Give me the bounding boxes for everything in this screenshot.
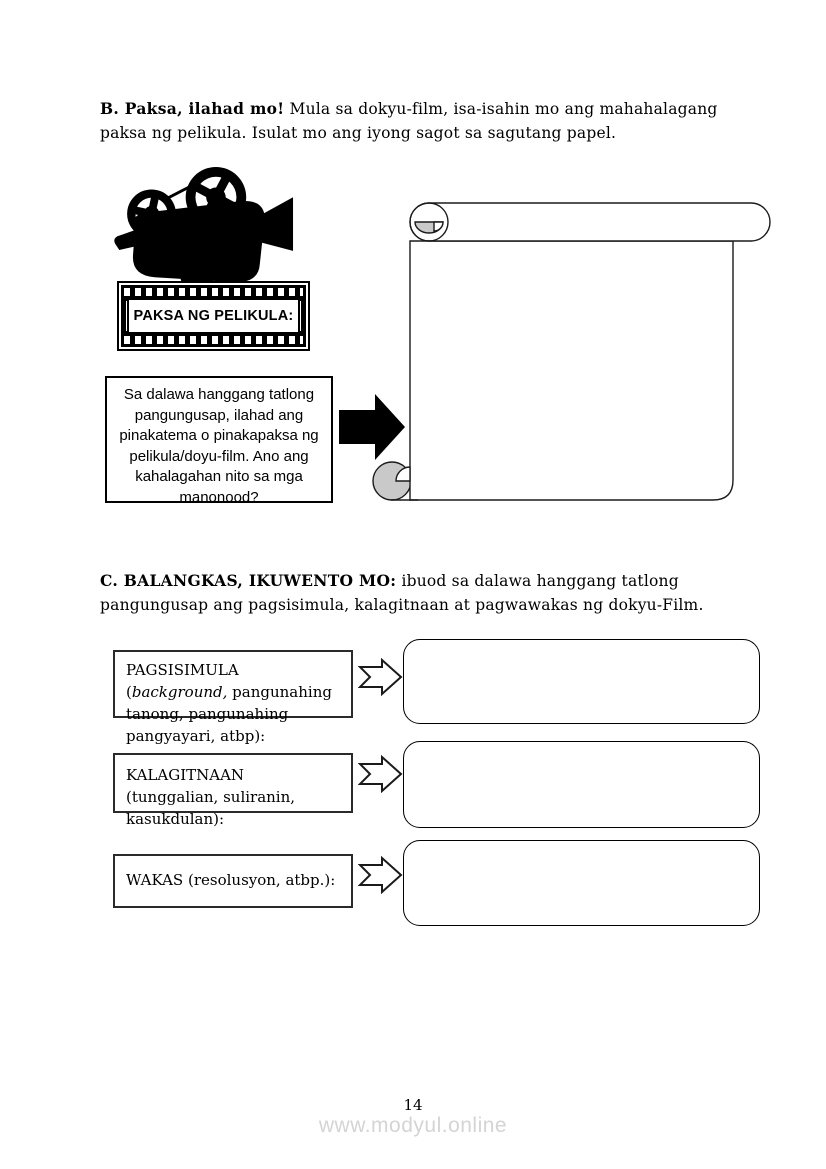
answer-box-kalagitnaan [403,741,760,828]
section-c-heading-text: ibuod sa dalawa hanggang tatlong pangungusap ang pagsisimula, kalagitnaan at pagwawakas ng dokyu-Film. [100,572,704,614]
page-number: 14 [403,1096,423,1114]
label-text: KALAGITNAAN (tunggalian, suliranin, kasukdulan): [126,766,296,828]
film-sprocket-holes-top [124,288,303,296]
label-text: pangunahing tanong, pangunahing pangyayari, atbp): [126,683,332,745]
answer-box-wakas [403,840,760,926]
label-text-italic: background, [131,683,228,701]
notched-right-arrow-icon [358,755,403,793]
scroll-shape [368,198,773,503]
section-b-heading [100,97,750,145]
instruction-box: Sa dalawa hanggang tatlong pangungusap, ilahad ang pinakatema o pinakapaksa ng pelikula/doyu-film. Ano ang kahalagahan nito sa mga manonood? [105,376,333,503]
film-strip-graphic [117,281,310,351]
notched-right-arrow-icon [358,856,403,894]
label-box-wakas [113,854,353,908]
movie-camera-icon [103,167,323,289]
label-text: PAGSISIMULA ( [126,661,239,701]
film-sprocket-holes-bottom [124,336,303,344]
label-text: WAKAS (resolusyon, atbp.): [126,871,336,889]
section-c-heading [100,569,750,617]
section-b-heading-bold: B. Paksa, ilahad mo! [100,99,285,118]
section-c-heading-bold: C. BALANGKAS, IKUWENTO MO: [100,571,397,590]
label-box-pagsisimula [113,650,353,745]
film-strip-label: PAKSA NG PELIKULA: [127,298,300,334]
watermark-text: www.modyul.online [318,1114,508,1137]
label-box-kalagitnaan [113,753,353,828]
film-strip-band [121,285,306,347]
answer-box-pagsisimula [403,639,760,724]
section-b-heading-text: Mula sa dokyu-film, isa-isahin mo ang mahahalagang paksa ng pelikula. Isulat mo ang iyong sagot sa sagutang papel. [100,100,718,142]
notched-right-arrow-icon [358,658,403,696]
